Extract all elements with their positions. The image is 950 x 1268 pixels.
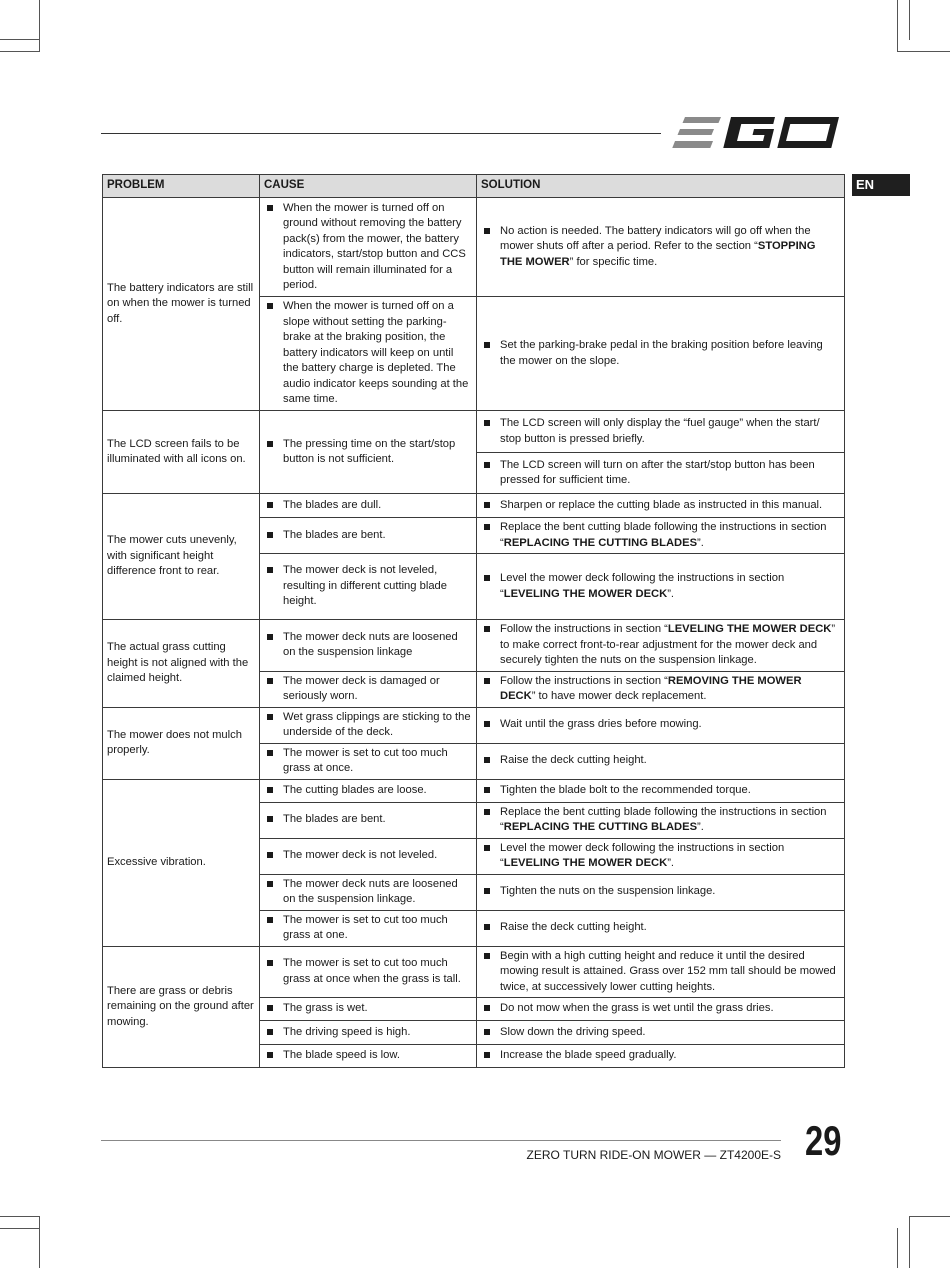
crop-mark	[897, 51, 950, 52]
bullet-icon	[484, 1052, 490, 1058]
bullet-icon	[484, 924, 490, 930]
bullet-icon	[267, 303, 273, 309]
crop-mark	[909, 1216, 910, 1268]
solution-cell	[477, 554, 845, 620]
problem-cell: The mower cuts unevenly, with significant height difference front to rear.	[103, 494, 260, 620]
bullet-icon	[484, 787, 490, 793]
solution-cell	[477, 779, 845, 802]
solution-text: Tighten the nuts on the suspension linkage.	[500, 885, 716, 898]
solution-text: Raise the deck cutting height.	[500, 921, 647, 934]
cause-text: The cutting blades are loose.	[283, 783, 427, 796]
cause-text: When the mower is turned off on a slope without setting the parking-brake at the braking position, the battery indicators will keep on until the battery charge is depleted. The audio indicator keeps sounding at the same time.	[283, 300, 469, 406]
cause-text: The driving speed is high.	[283, 1025, 411, 1038]
solution-text: Slow down the driving speed.	[500, 1025, 646, 1038]
solution-text: No action is needed. The battery indicators will go off when the mower shuts off after a period. Refer to the section “STOPPING THE MOWER” for specific time.	[500, 224, 816, 268]
table-row	[103, 946, 845, 998]
cause-cell	[260, 838, 477, 874]
solution-cell	[477, 494, 845, 518]
bullet-icon	[267, 750, 273, 756]
bullet-icon	[267, 1029, 273, 1035]
cause-cell	[260, 671, 477, 707]
solution-text: Raise the deck cutting height.	[500, 754, 647, 767]
crop-mark	[39, 0, 40, 52]
solution-text: Wait until the grass dries before mowing.	[500, 718, 702, 731]
solution-text: The LCD screen will turn on after the start/stop button has been pressed for sufficient time.	[500, 458, 815, 486]
solution-cell	[477, 297, 845, 411]
bullet-icon	[484, 342, 490, 348]
solution-text: Level the mower deck following the instructions in section “LEVELING THE MOWER DECK”.	[500, 572, 785, 600]
bullet-icon	[484, 888, 490, 894]
footer-rule	[101, 1140, 781, 1141]
cause-cell	[260, 743, 477, 779]
solution-cell	[477, 411, 845, 453]
crop-mark	[897, 0, 898, 52]
footer-title: ZERO TURN RIDE-ON MOWER — ZT4200E-S	[526, 1148, 781, 1162]
cause-cell	[260, 802, 477, 838]
bullet-icon	[484, 809, 490, 815]
cause-header: CAUSE	[260, 175, 477, 198]
cause-cell	[260, 946, 477, 998]
cause-cell	[260, 411, 477, 494]
solution-cell	[477, 1045, 845, 1068]
bullet-icon	[267, 532, 273, 538]
bullet-icon	[484, 524, 490, 530]
solution-cell	[477, 998, 845, 1021]
solution-cell	[477, 518, 845, 554]
cause-cell	[260, 779, 477, 802]
solution-cell	[477, 707, 845, 743]
bullet-icon	[267, 787, 273, 793]
ego-logo	[672, 113, 844, 153]
solution-text: Replace the bent cutting blade following the instructions in section “REPLACING THE CUTTING BLADES”.	[500, 521, 827, 549]
cause-text: The blade speed is low.	[283, 1049, 400, 1062]
problem-cell: The mower does not mulch properly.	[103, 707, 260, 779]
cause-cell	[260, 494, 477, 518]
bullet-icon	[267, 634, 273, 640]
solution-header: SOLUTION	[477, 175, 845, 198]
bullet-icon	[484, 575, 490, 581]
troubleshooting-table	[102, 174, 845, 1068]
cause-text: The mower deck is not leveled, resulting in different cutting blade height.	[283, 564, 447, 608]
bullet-icon	[267, 917, 273, 923]
cause-text: The blades are bent.	[283, 813, 386, 826]
table-row	[103, 411, 845, 453]
cause-text: The mower is set to cut too much grass at once.	[283, 746, 448, 774]
cause-cell	[260, 297, 477, 411]
solution-text: Follow the instructions in section “LEVELING THE MOWER DECK” to make correct front-to-rear adjustment for the mower deck and securely tighten the nuts on the suspension linkage.	[500, 623, 836, 666]
cause-text: The mower is set to cut too much grass at one.	[283, 913, 448, 941]
table-row	[103, 620, 845, 672]
bullet-icon	[267, 1052, 273, 1058]
solution-cell	[477, 802, 845, 838]
solution-text: Sharpen or replace the cutting blade as instructed in this manual.	[500, 498, 823, 511]
cause-text: The pressing time on the start/stop button is not sufficient.	[283, 437, 456, 465]
bullet-icon	[267, 567, 273, 573]
bullet-icon	[267, 852, 273, 858]
bullet-icon	[267, 678, 273, 684]
bullet-icon	[484, 420, 490, 426]
solution-cell	[477, 946, 845, 998]
cause-cell	[260, 707, 477, 743]
table-header-row	[103, 175, 845, 198]
bullet-icon	[484, 626, 490, 632]
cause-cell	[260, 554, 477, 620]
bullet-icon	[267, 714, 273, 720]
bullet-icon	[484, 845, 490, 851]
cause-cell	[260, 1021, 477, 1045]
crop-mark	[909, 0, 910, 40]
table-row	[103, 198, 845, 297]
cause-cell	[260, 620, 477, 672]
bullet-icon	[267, 441, 273, 447]
crop-mark	[0, 1216, 40, 1217]
cause-cell	[260, 518, 477, 554]
solution-text: Tighten the blade bolt to the recommended torque.	[500, 783, 751, 796]
problem-cell: There are grass or debris remaining on the ground after mowing.	[103, 946, 260, 1068]
bullet-icon	[484, 228, 490, 234]
bullet-icon	[484, 721, 490, 727]
cause-text: The grass is wet.	[283, 1002, 368, 1015]
cause-text: The blades are dull.	[283, 498, 382, 511]
language-tab: EN	[852, 174, 910, 196]
bullet-icon	[484, 757, 490, 763]
bullet-icon	[267, 816, 273, 822]
cause-text: Wet grass clippings are sticking to the underside of the deck.	[283, 710, 471, 738]
bullet-icon	[267, 205, 273, 211]
solution-text: The LCD screen will only display the “fuel gauge” when the start/ stop button is pressed briefly.	[500, 417, 820, 445]
cause-cell	[260, 910, 477, 946]
cause-text: The mower deck is not leveled.	[283, 849, 438, 862]
cause-text: The mower deck is damaged or seriously worn.	[283, 674, 440, 702]
page-number: 29	[805, 1117, 842, 1164]
solution-cell	[477, 671, 845, 707]
bullet-icon	[484, 462, 490, 468]
problem-cell: Excessive vibration.	[103, 779, 260, 946]
solution-cell	[477, 198, 845, 297]
table-row	[103, 707, 845, 743]
bullet-icon	[267, 881, 273, 887]
solution-cell	[477, 910, 845, 946]
solution-cell	[477, 453, 845, 494]
solution-text: Begin with a high cutting height and reduce it until the desired mowing result is attained. Grass over 152 mm tall should be mowed twice, at successively lower cutting heights.	[500, 949, 836, 993]
cause-cell	[260, 198, 477, 297]
crop-mark	[0, 39, 40, 40]
solution-text: Follow the instructions in section “REMOVING THE MOWER DECK” to have mower deck replacement.	[500, 674, 802, 702]
solution-text: Increase the blade speed gradually.	[500, 1049, 677, 1062]
table-row	[103, 779, 845, 802]
solution-cell	[477, 1021, 845, 1045]
crop-mark	[0, 1228, 40, 1229]
bullet-icon	[484, 502, 490, 508]
cause-cell	[260, 998, 477, 1021]
solution-cell	[477, 743, 845, 779]
crop-mark	[0, 51, 40, 52]
solution-text: Replace the bent cutting blade following the instructions in section “REPLACING THE CUTTING BLADES”.	[500, 805, 827, 833]
bullet-icon	[484, 1005, 490, 1011]
bullet-icon	[267, 960, 273, 966]
solution-text: Set the parking-brake pedal in the braking position before leaving the mower on the slope.	[500, 339, 823, 367]
cause-text: When the mower is turned off on ground without removing the battery pack(s) from the mower, the battery indicators, start/stop button and CCS button will remain illuminated for a period.	[283, 201, 466, 291]
problem-cell: The battery indicators are still on when the mower is turned off.	[103, 198, 260, 411]
cause-text: The mower is set to cut too much grass at once when the grass is tall.	[283, 957, 461, 985]
cause-cell	[260, 1045, 477, 1068]
crop-mark	[897, 1228, 898, 1268]
bullet-icon	[484, 678, 490, 684]
bullet-icon	[267, 502, 273, 508]
cause-text: The blades are bent.	[283, 528, 386, 541]
solution-cell	[477, 838, 845, 874]
crop-mark	[39, 1216, 40, 1268]
problem-header: PROBLEM	[103, 175, 260, 198]
solution-cell	[477, 874, 845, 910]
cause-cell	[260, 874, 477, 910]
bullet-icon	[484, 1029, 490, 1035]
cause-text: The mower deck nuts are loosened on the suspension linkage.	[283, 877, 458, 905]
crop-mark	[909, 1216, 950, 1217]
solution-cell	[477, 620, 845, 672]
bullet-icon	[484, 953, 490, 959]
solution-text: Level the mower deck following the instructions in section “LEVELING THE MOWER DECK”.	[500, 841, 785, 869]
table-row	[103, 494, 845, 518]
header-rule	[101, 133, 661, 134]
problem-cell: The actual grass cutting height is not aligned with the claimed height.	[103, 620, 260, 708]
cause-text: The mower deck nuts are loosened on the suspension linkage	[283, 630, 458, 659]
bullet-icon	[267, 1005, 273, 1011]
solution-text: Do not mow when the grass is wet until the grass dries.	[500, 1002, 774, 1015]
problem-cell: The LCD screen fails to be illuminated with all icons on.	[103, 411, 260, 494]
